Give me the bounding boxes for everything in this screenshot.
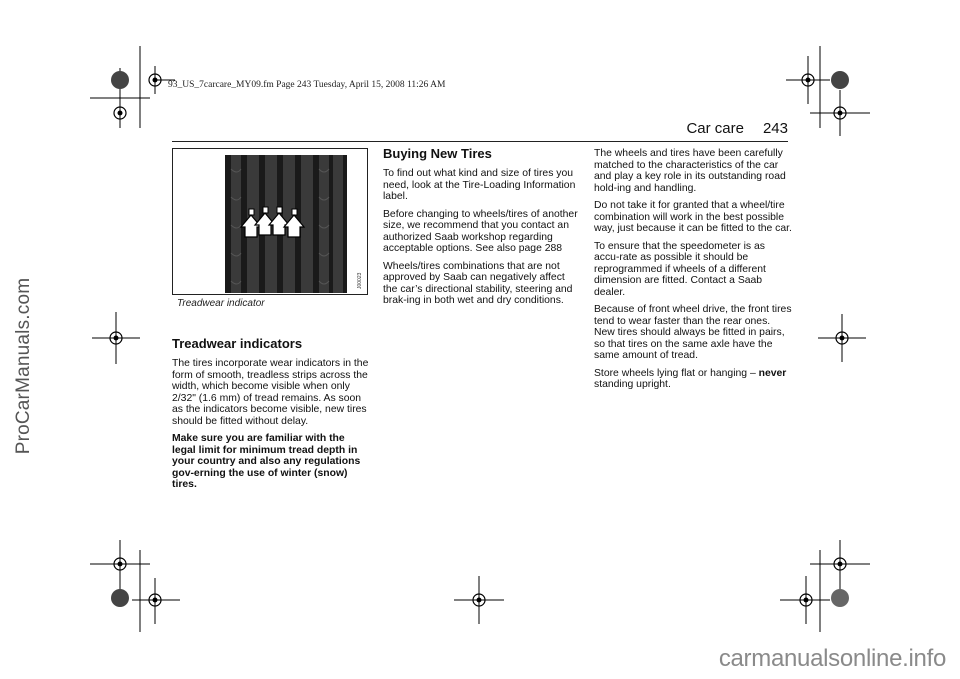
figure-code: J00023 — [357, 272, 363, 289]
figure-caption: Treadwear indicator — [177, 298, 265, 309]
wheels-paragraph-1: The wheels and tires have been carefully matched to the characteristics of the car and play a key role in its outstanding road hold-ing and handling. — [594, 148, 786, 194]
side-watermark: ProCarManuals.com — [13, 277, 34, 455]
buying-column — [383, 168, 581, 313]
tire-tread-illustration — [173, 149, 367, 294]
buying-heading: Buying New Tires — [383, 146, 492, 161]
treadwear-figure — [172, 148, 368, 295]
file-info-line: 93_US_7carcare_MY09.fm Page 243 Tuesday, April 15, 2008 11:26 AM — [168, 80, 446, 90]
wheels-paragraph-2: Do not take it for granted that a wheel/tire combination will work in the best possible way, just because it can be fitted to the car. — [594, 200, 792, 234]
header-rule — [172, 141, 788, 142]
storage-never: never — [758, 367, 787, 379]
buying-paragraph-1: To find out what kind and size of tires you need, look at the Tire-Loading Information label. — [383, 168, 576, 202]
treadwear-column — [172, 358, 370, 497]
treadwear-heading: Treadwear indicators — [172, 336, 303, 351]
page-number: 243 — [762, 120, 788, 137]
storage-text-prefix: Store wheels lying flat or hanging – — [594, 367, 759, 379]
buying-paragraph-2: Before changing to wheels/tires of another size, we recommend that you contact an authorized Saab workshop regarding acceptable options. See also page 288 — [383, 208, 578, 254]
wheels-column — [594, 148, 792, 397]
buying-paragraph-3: Wheels/tires combinations that are not approved by Saab can negatively affect the car’s directional stability, steering and brak-ing in both wet and dry conditions. — [383, 260, 573, 306]
storage-text-suffix: standing upright. — [594, 379, 671, 390]
section-title: Car care — [686, 120, 744, 137]
wheels-paragraph-3: To ensure that the speedometer is as accu-rate as possible it should be reprogrammed if wheels of a different dimension are fitted. Contact a Saab dealer. — [594, 240, 766, 298]
wheels-paragraph-4: Because of front wheel drive, the front tires tend to wear faster than the rear ones. New tires should always be fitted in pairs, so that tires on the same axle have the same amount of tread. — [594, 304, 792, 361]
treadwear-warning: Make sure you are familiar with the legal limit for minimum tread depth in your country and also any regulations gov-erning the use of winter (snow) tires. — [172, 433, 361, 490]
treadwear-body: The tires incorporate wear indicators in the form of smooth, treadless strips across the width, which become visible when only 2/32" (1.6 mm) of tread remains. As soon as the indicators become visible, new tires should be fitted without delay. — [172, 358, 369, 427]
wheels-paragraph-5 — [594, 368, 792, 391]
bottom-watermark: carmanualsonline.info — [718, 645, 946, 672]
